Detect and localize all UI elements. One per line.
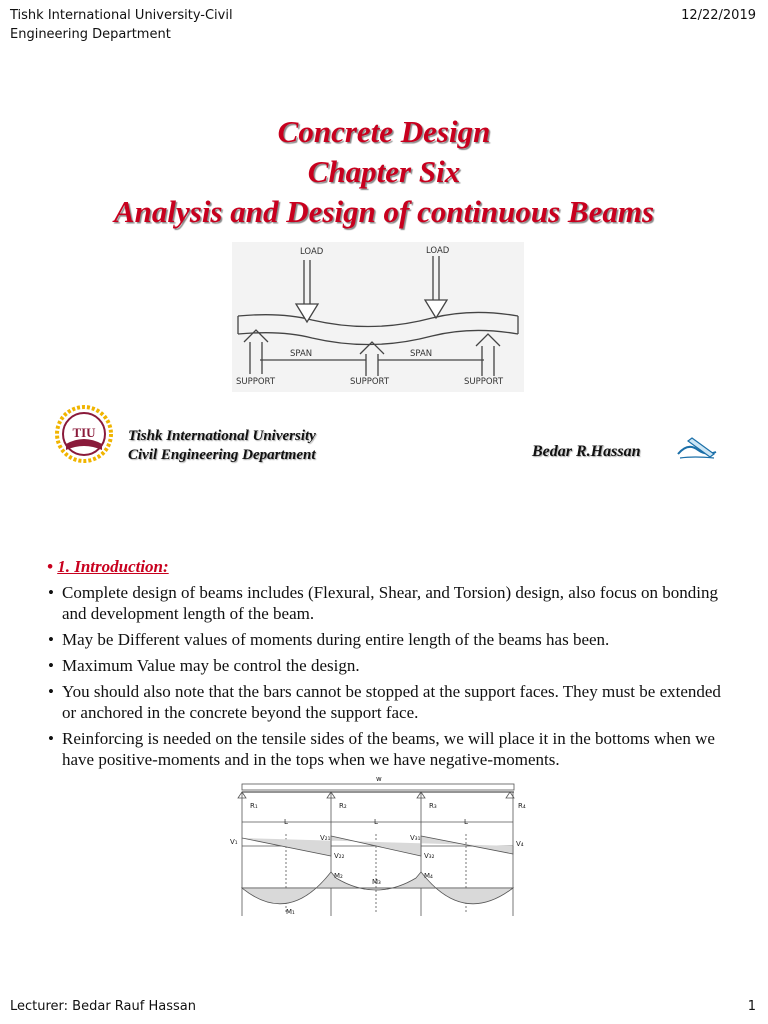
institution-header (10, 6, 233, 44)
reaction-r1-label: R₁ (250, 802, 258, 810)
slide-title (0, 112, 768, 232)
intro-bullet: • (47, 557, 53, 576)
shear-v22-label: V₂₂ (334, 852, 345, 860)
shear-v31-label: V₃₁ (410, 834, 421, 842)
span-left-label: SPAN (290, 349, 313, 359)
list-item: • Maximum Value may be control the design. (48, 655, 728, 676)
shear-v32-label: V₃₂ (424, 852, 435, 860)
list-item: • Complete design of beams includes (Flexural, Shear, and Torsion) design, also focus on bonding and development length of the beam. (48, 582, 728, 624)
intro-bullet-list (48, 582, 728, 775)
moment-m3-label: M₃ (372, 878, 381, 886)
span-3-label: L (464, 818, 468, 826)
intro-heading (47, 557, 169, 577)
title-line-1: Concrete Design (277, 114, 491, 149)
load-w-label: w (376, 775, 382, 783)
reaction-r2-label: R₂ (339, 802, 347, 810)
title-line-2: Chapter Six (307, 154, 461, 189)
span-right-label: SPAN (410, 349, 433, 359)
logo-text: TIU (72, 425, 96, 440)
support-right-label: SUPPORT (464, 377, 504, 387)
reaction-r3-label: R₃ (429, 802, 437, 810)
shear-v21-label: V₂₁ (320, 834, 331, 842)
moment-m4-label: M₄ (424, 872, 433, 880)
tiu-logo (46, 404, 122, 464)
institution-line-1: Tishk International University-Civil (10, 8, 233, 23)
university-name (128, 427, 316, 465)
moment-m2-label: M₂ (334, 872, 343, 880)
load-right-label: LOAD (426, 246, 450, 256)
pen-signature-icon (674, 432, 720, 462)
footer-lecturer: Lecturer: Bedar Rauf Hassan (10, 999, 196, 1014)
shear-v4-label: V₄ (516, 840, 524, 848)
moment-m1-label: M₁ (286, 908, 295, 916)
university-line-2: Civil Engineering Department (128, 447, 316, 463)
list-item: • You should also note that the bars cannot be stopped at the support faces. They must be extended or anchored in the concrete beyond the support face. (48, 681, 728, 723)
support-mid-label: SUPPORT (350, 377, 390, 387)
support-left-label: SUPPORT (236, 377, 276, 387)
list-item: • May be Different values of moments during entire length of the beams has been. (48, 629, 728, 650)
title-line-3: Analysis and Design of continuous Beams (113, 194, 655, 229)
continuous-beam-sketch (232, 242, 524, 392)
intro-heading-text: 1. Introduction: (57, 557, 169, 576)
university-line-1: Tishk International University (128, 428, 316, 444)
load-left-label: LOAD (300, 247, 324, 257)
list-item: • Reinforcing is needed on the tensile sides of the beams, we will place it in the bottoms when we have positive-moments and in the tops when we have negative-moments. (48, 728, 728, 770)
span-1-label: L (284, 818, 288, 826)
reaction-r4-label: R₄ (518, 802, 526, 810)
institution-line-2: Engineering Department (10, 27, 171, 42)
author-name: Bedar R.Hassan (532, 443, 641, 460)
shear-moment-diagram (226, 774, 536, 920)
page-number: 1 (747, 999, 756, 1014)
span-2-label: L (374, 818, 378, 826)
shear-v1-label: V₁ (230, 838, 238, 846)
header-date: 12/22/2019 (681, 8, 756, 23)
